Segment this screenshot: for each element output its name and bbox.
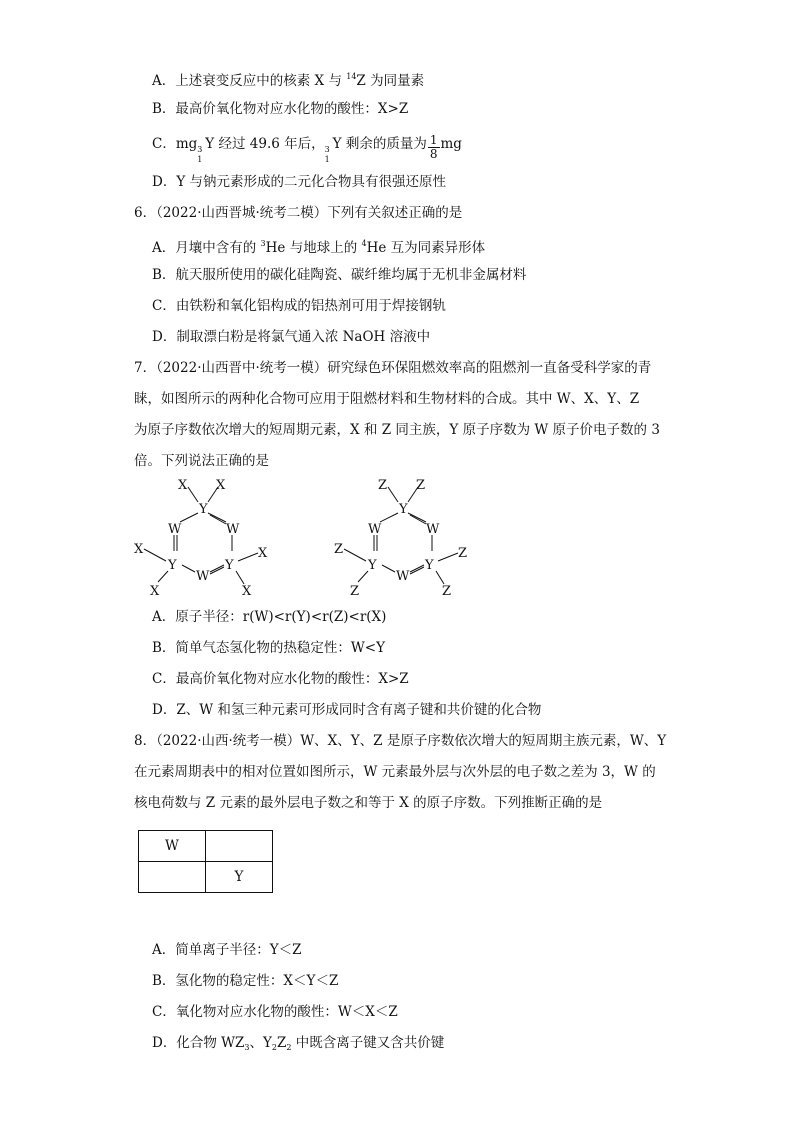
table-cell: Y	[206, 862, 273, 893]
mol1-sub-x: X	[150, 584, 160, 599]
q8-option-c: C．氧化物对应水化物的酸性：W＜X＜Z	[152, 1004, 398, 1020]
q7-option-a: A．原子半径：r(W)<r(Y)<r(Z)<r(X)	[152, 609, 387, 625]
mol2-ring-w: W	[396, 569, 410, 584]
table-cell: W	[139, 831, 206, 862]
mol1-sub-x: X	[258, 546, 268, 561]
q5-option-b: B．最高价氧化物对应水化物的酸性：X>Z	[152, 101, 409, 117]
mol1-ring-y: Y	[199, 502, 208, 517]
mol1-sub-x: X	[216, 478, 226, 493]
q6-option-d: D．制取漂白粉是将氯气通入浓 NaOH 溶液中	[152, 329, 431, 345]
mol2-sub-z: Z	[378, 478, 388, 493]
mol1-ring-y: Y	[168, 558, 177, 573]
q6-option-c: C．由铁粉和氧化铝构成的铝热剂可用于焊接钢轨	[152, 298, 446, 314]
q5-option-c: C．mg 3 1 Y 经过 49.6 年后， 3 1 Y 剩余的质量为 $\frac{1}{8}$ mg	[152, 133, 462, 164]
molecule-structure-1	[128, 475, 278, 603]
mol1-sub-x: X	[242, 584, 252, 599]
q8-stem-line3: 核电荷数与 Z 元素的最外层电子数之和等于 X 的原子序数。下列推断正确的是	[134, 795, 603, 811]
table-row	[139, 862, 273, 893]
mol2-ring-y: Y	[425, 558, 434, 573]
q6-stem: 6．（2022·山西晋城·统考二模）下列有关叙述正确的是	[134, 205, 463, 221]
mol2-ring-w: W	[426, 522, 440, 537]
q7-stem-line3: 为原子序数依次增大的短周期元素，X 和 Z 同主族，Y 原子序数为 W 原子价电子数的 3	[134, 422, 660, 438]
mol2-sub-z: Z	[334, 542, 344, 557]
fraction: $\frac{1}{8}$	[429, 133, 438, 161]
q7-stem-line4: 倍。下列说法正确的是	[134, 453, 269, 469]
mol2-sub-z: Z	[416, 478, 426, 493]
mol2-ring-y: Y	[368, 558, 377, 573]
mol1-sub-x: X	[178, 478, 188, 493]
q6-option-a: A．月壤中含有的 $^3$He 与地球上的 $^4$He 互为同素异形体	[152, 239, 486, 256]
mol1-ring-w: W	[168, 522, 182, 537]
q7-option-c: C．最高价氧化物对应水化物的酸性：X>Z	[152, 671, 409, 687]
q7-stem-line2: 睐，如图所示的两种化合物可应用于阻燃材料和生物材料的合成。其中 W、X、Y、Z	[134, 391, 640, 407]
q8-option-a: A．简单离子半径：Y＜Z	[152, 942, 302, 958]
q7-option-b: B．简单气态氢化物的热稳定性：W<Y	[152, 640, 386, 656]
q7-option-d: D．Z、W 和氢三种元素可形成同时含有离子键和共价键的化合物	[152, 702, 542, 718]
q5-option-d: D．Y 与钠元素形成的二元化合物具有很强还原性	[152, 174, 447, 190]
mol1-sub-x: X	[134, 542, 144, 557]
mol2-sub-z: Z	[442, 584, 452, 599]
mol2-ring-y: Y	[399, 502, 408, 517]
q8-stem-line1: 8．（2022·山西·统考一模）W、X、Y、Z 是原子序数依次增大的短周期主族元素，W、Y	[134, 733, 667, 749]
mol1-ring-w: W	[226, 522, 240, 537]
table-row	[139, 831, 273, 862]
q6-option-b: B．航天服所使用的碳化硅陶瓷、碳纤维均属于无机非金属材料	[152, 267, 527, 283]
q8-option-d: D．化合物 $WZ_3$、$Y_2Z_2$ 中既含离子键又含共价键	[152, 1035, 445, 1052]
table-cell	[206, 831, 273, 862]
mol1-ring-y: Y	[225, 558, 234, 573]
mol2-sub-z: Z	[458, 546, 468, 561]
table-cell	[139, 862, 206, 893]
periodic-table-fragment	[138, 830, 273, 893]
mol1-ring-w: W	[196, 569, 210, 584]
q8-stem-line2: 在元素周期表中的相对位置如图所示，W 元素最外层与次外层的电子数之差为 3，W 的	[134, 764, 656, 780]
q5-option-a: A．上述衰变反应中的核素 X 与 $^{14}$Z 为同量素	[152, 72, 425, 89]
q7-stem-line1: 7．（2022·山西晋中·统考一模）研究绿色环保阻燃效率高的阻燃剂一直备受科学家的青	[134, 360, 652, 376]
q8-option-b: B．氢化物的稳定性：X＜Y＜Z	[152, 973, 339, 989]
mol2-ring-w: W	[368, 522, 382, 537]
mol2-sub-z: Z	[350, 584, 360, 599]
molecule-structure-2	[328, 475, 478, 603]
